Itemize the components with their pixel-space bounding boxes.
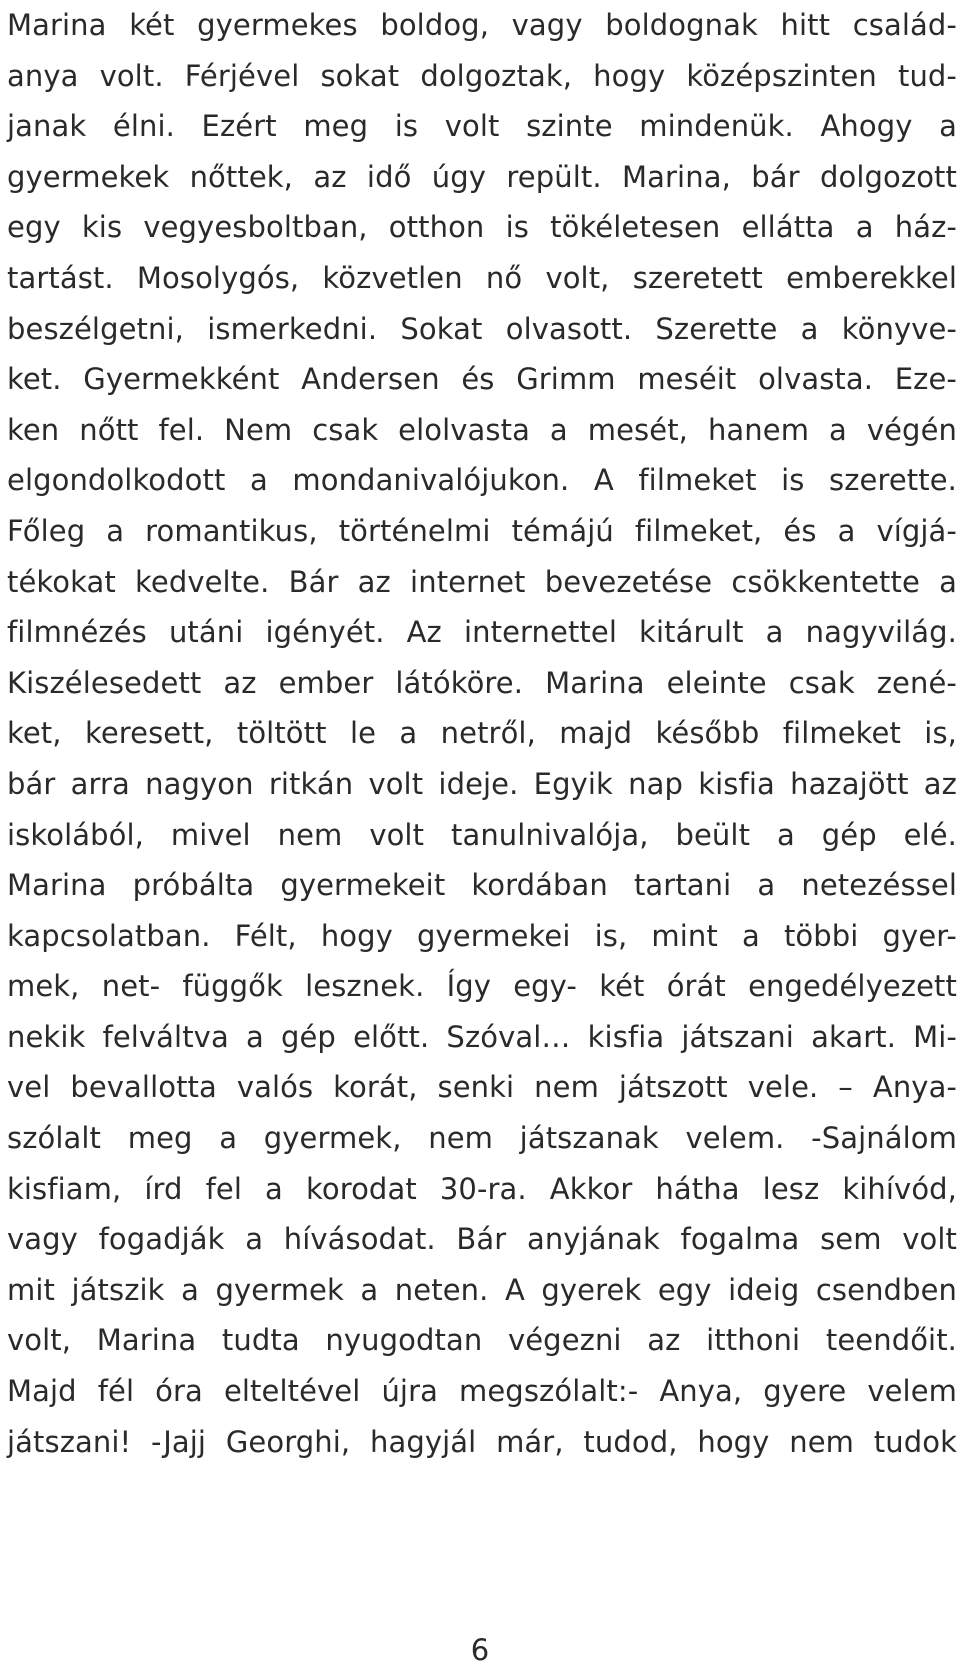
- text-line: Majd fél óra elteltével újra megszólalt:- Anya, gyere velem: [7, 1374, 957, 1409]
- text-line: Marina két gyermekes boldog, vagy boldognak hitt család-: [7, 8, 957, 42]
- text-line: Marina próbálta gyermekeit kordában tartani a netezéssel: [7, 868, 957, 903]
- page-number: 6: [470, 1633, 490, 1667]
- text-line: kisfiam, írd fel a korodat 30-ra. Akkor hátha lesz kihívód,: [7, 1171, 957, 1206]
- text-line: egy kis vegyesboltban, otthon is tökéletesen ellátta a ház-: [7, 210, 957, 245]
- text-line: beszélgetni, ismerkedni. Sokat olvasott. Szerette a könyve-: [7, 311, 957, 346]
- text-line: anya volt. Férjével sokat dolgoztak, hogy középszinten tud-: [7, 58, 957, 93]
- text-line: gyermekek nőttek, az idő úgy repült. Marina, bár dolgozott: [7, 159, 957, 194]
- text-line: Kiszélesedett az ember látóköre. Marina eleinte csak zené-: [7, 665, 957, 700]
- body-text: [7, 0, 957, 1467]
- text-line: kapcsolatban. Félt, hogy gyermekei is, mint a többi gyer-: [7, 918, 957, 953]
- text-line: szólalt meg a gyermek, nem játszanak velem. -Sajnálom: [7, 1121, 957, 1156]
- text-line: vel bevallotta valós korát, senki nem játszott vele. – Anya-: [7, 1070, 957, 1105]
- text-line: játszani! -Jajj Georghi, hagyjál már, tudod, hogy nem tudok: [7, 1424, 957, 1459]
- text-line: tékokat kedvelte. Bár az internet bevezetése csökkentette a: [7, 564, 957, 599]
- text-line: vagy fogadják a hívásodat. Bár anyjának fogalma sem volt: [7, 1222, 957, 1257]
- text-line: ken nőtt fel. Nem csak elolvasta a mesét, hanem a végén: [7, 412, 957, 447]
- text-line: mek, net- függők lesznek. Így egy- két órát engedélyezett: [7, 969, 957, 1004]
- text-line: elgondolkodott a mondanivalójukon. A filmeket is szerette.: [7, 463, 957, 498]
- text-line: ket, keresett, töltött le a netről, majd később filmeket is,: [7, 716, 957, 751]
- text-line: bár arra nagyon ritkán volt ideje. Egyik nap kisfia hazajött az: [7, 766, 957, 801]
- text-line: filmnézés utáni igényét. Az internettel kitárult a nagyvilág.: [7, 615, 957, 650]
- text-line: ket. Gyermekként Andersen és Grimm meséit olvasta. Eze-: [7, 362, 957, 397]
- text-line: volt, Marina tudta nyugodtan végezni az itthoni teendőit.: [7, 1323, 957, 1358]
- text-line: tartást. Mosolygós, közvetlen nő volt, szeretett emberekkel: [7, 260, 957, 295]
- text-line: Főleg a romantikus, történelmi témájú filmeket, és a vígjá-: [7, 513, 957, 548]
- text-line: nekik felváltva a gép előtt. Szóval… kisfia játszani akart. Mi-: [7, 1019, 957, 1054]
- text-line: janak élni. Ezért meg is volt szinte mindenük. Ahogy a: [7, 109, 957, 144]
- text-line: mit játszik a gyermek a neten. A gyerek egy ideig csendben: [7, 1272, 957, 1307]
- text-line: iskolából, mivel nem volt tanulnivalója, beült a gép elé.: [7, 817, 957, 852]
